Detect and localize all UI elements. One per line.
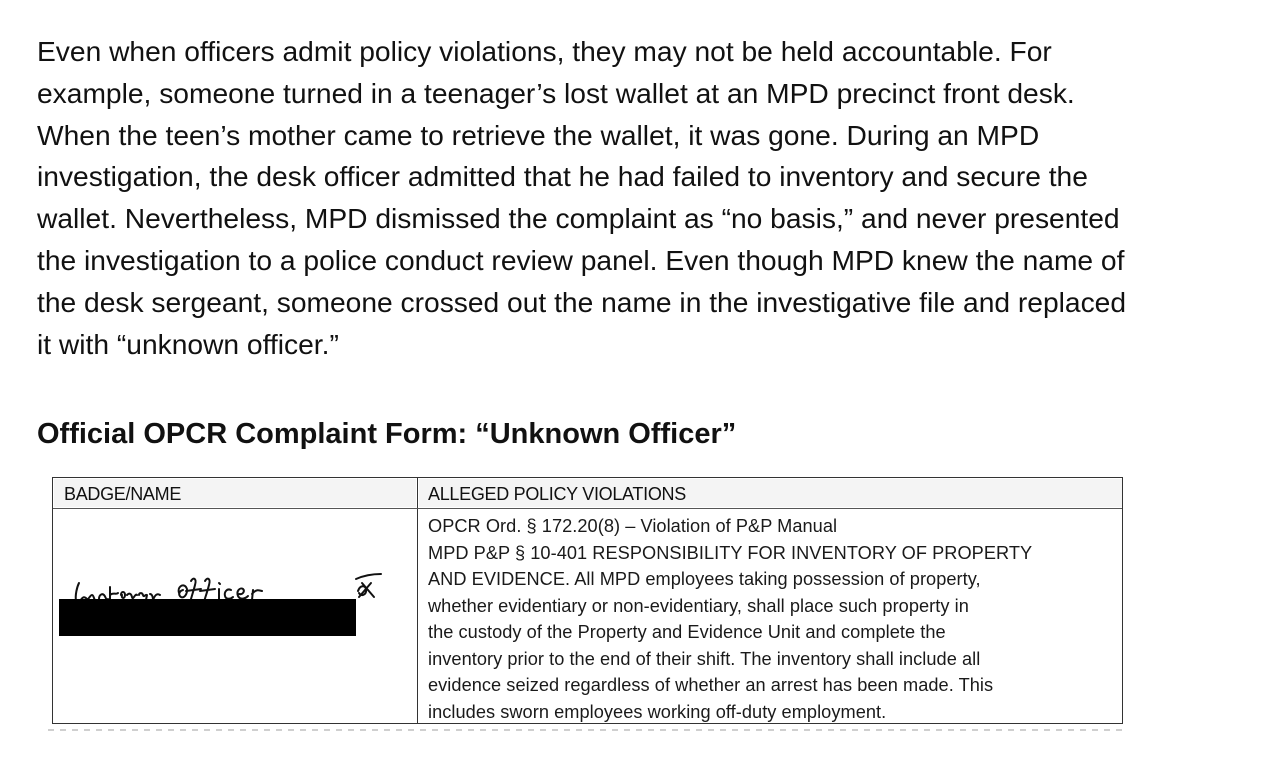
violation-line: the custody of the Property and Evidence Unit and complete the: [428, 622, 946, 642]
paragraph-line: example, someone turned in a teenager’s lost wallet at an MPD precinct front desk.: [37, 76, 1075, 109]
paragraph-line: investigation, the desk officer admitted that he had failed to inventory and secure the: [37, 160, 1088, 193]
violation-line: includes sworn employees working off-duty employment.: [428, 701, 887, 722]
column-divider: [417, 478, 418, 723]
section-title: Official OPCR Complaint Form: “Unknown Officer”: [37, 418, 737, 450]
violation-line: evidence seized regardless of whether an arrest has been made. This: [428, 675, 994, 695]
violation-line: whether evidentiary or non-evidentiary, shall place such property in: [428, 595, 969, 616]
scan-artifact-line: [48, 729, 1128, 731]
header-row-divider: [53, 508, 1122, 509]
badge-name-header: BADGE/NAME: [64, 484, 182, 504]
violations-header: ALLEGED POLICY VIOLATIONS: [428, 484, 686, 504]
paragraph-line: the investigation to a police conduct review panel. Even though MPD knew the name of: [37, 243, 1125, 276]
violation-line: inventory prior to the end of their shift. The inventory shall include all: [428, 648, 981, 669]
complaint-form-table: [52, 477, 1123, 724]
paragraph-line: wallet. Nevertheless, MPD dismissed the complaint as “no basis,” and never presented: [37, 202, 1120, 235]
paragraph-line: Even when officers admit policy violations, they may not be held accountable. For: [37, 35, 1052, 67]
paragraph-line: it with “unknown officer.”: [37, 327, 339, 360]
paragraph-line: the desk sergeant, someone crossed out the name in the investigative file and replaced: [37, 285, 1127, 318]
redaction-bar: [59, 599, 356, 636]
violation-line: AND EVIDENCE. All MPD employees taking possession of property,: [428, 569, 981, 589]
violation-line: MPD P&P § 10-401 RESPONSIBILITY FOR INVENTORY OF PROPERTY: [428, 542, 1033, 563]
alleged-violations-text: [428, 513, 1111, 725]
violation-line: OPCR Ord. § 172.20(8) – Violation of P&P Manual: [428, 516, 838, 536]
paragraph-line: When the teen’s mother came to retrieve the wallet, it was gone. During an MPD: [37, 118, 1040, 151]
body-paragraph: [37, 31, 1262, 365]
